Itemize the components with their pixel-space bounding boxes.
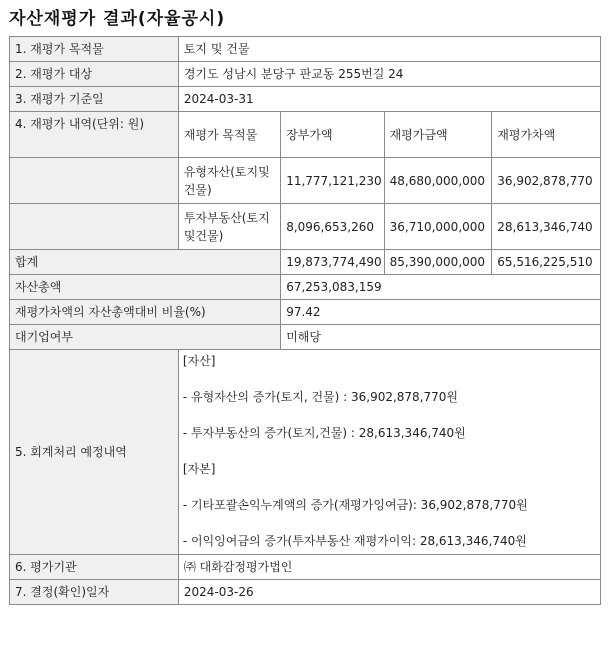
table-row <box>10 204 601 250</box>
page-title: 자산재평가 결과(자율공시) <box>9 9 226 29</box>
details-header-diff: 재평가차액 <box>492 112 601 158</box>
appraiser-value: ㈜ 대화감정평가법인 <box>178 555 600 580</box>
total-assets-label: 자산총액 <box>10 275 281 300</box>
total-assets-value: 67,253,083,159 <box>281 275 601 300</box>
accounting-line: [자산] <box>182 354 216 368</box>
table-row <box>10 112 601 158</box>
ratio-value: 97.42 <box>281 300 601 325</box>
item-reval-value: 48,680,000,000 <box>384 158 492 204</box>
table-row <box>10 37 601 62</box>
decision-date-label: 7. 결정(확인)일자 <box>10 580 179 605</box>
details-header-book: 장부가액 <box>281 112 384 158</box>
revaluation-table <box>9 36 601 605</box>
details-label: 4. 재평가 내역(단위: 원) <box>10 112 179 158</box>
accounting-line: - 이익잉여금의 증가(투자부동산 재평가이익: 28,613,346,740원 <box>182 534 527 548</box>
details-header-asset: 재평가 목적물 <box>178 112 280 158</box>
target-label: 2. 재평가 대상 <box>10 62 179 87</box>
accounting-line: [자본] <box>182 462 216 476</box>
item-diff-value: 28,613,346,740 <box>492 204 601 250</box>
item-name: 투자부동산(토지및건물) <box>178 204 280 250</box>
accounting-line: - 기타포괄손익누계액의 증가(재평가잉여금): 36,902,878,770원 <box>182 498 528 512</box>
accounting-notes <box>178 350 600 555</box>
accounting-label: 5. 회계처리 예정내역 <box>10 350 179 555</box>
table-row <box>10 580 601 605</box>
decision-date-value: 2024-03-26 <box>178 580 600 605</box>
item-reval-value: 36,710,000,000 <box>384 204 492 250</box>
total-book-value: 19,873,774,490 <box>281 250 384 275</box>
ratio-label: 재평가차액의 자산총액대비 비율(%) <box>10 300 281 325</box>
large-corp-value: 미해당 <box>281 325 601 350</box>
asset-label: 1. 재평가 목적물 <box>10 37 179 62</box>
table-row <box>10 158 601 204</box>
item-book-value: 8,096,653,260 <box>281 204 384 250</box>
accounting-line: - 투자부동산의 증가(토지,건물) : 28,613,346,740원 <box>182 426 466 440</box>
base-date-value: 2024-03-31 <box>178 87 600 112</box>
table-row <box>10 87 601 112</box>
base-date-label: 3. 재평가 기준일 <box>10 87 179 112</box>
asset-value: 토지 및 건물 <box>178 37 600 62</box>
table-row <box>10 350 601 555</box>
table-row <box>10 325 601 350</box>
details-header-reval: 재평가금액 <box>384 112 492 158</box>
table-row <box>10 555 601 580</box>
appraiser-label: 6. 평가기관 <box>10 555 179 580</box>
target-value: 경기도 성남시 분당구 판교동 255번길 24 <box>178 62 600 87</box>
table-row <box>10 62 601 87</box>
accounting-line: - 유형자산의 증가(토지, 건물) : 36,902,878,770원 <box>182 390 458 404</box>
total-label: 합계 <box>10 250 281 275</box>
item-diff-value: 36,902,878,770 <box>492 158 601 204</box>
item-name: 유형자산(토지및건물) <box>178 158 280 204</box>
total-reval-value: 85,390,000,000 <box>384 250 492 275</box>
table-row <box>10 250 601 275</box>
item-book-value: 11,777,121,230 <box>281 158 384 204</box>
large-corp-label: 대기업여부 <box>10 325 281 350</box>
total-diff-value: 65,516,225,510 <box>492 250 601 275</box>
table-row <box>10 300 601 325</box>
table-row <box>10 275 601 300</box>
